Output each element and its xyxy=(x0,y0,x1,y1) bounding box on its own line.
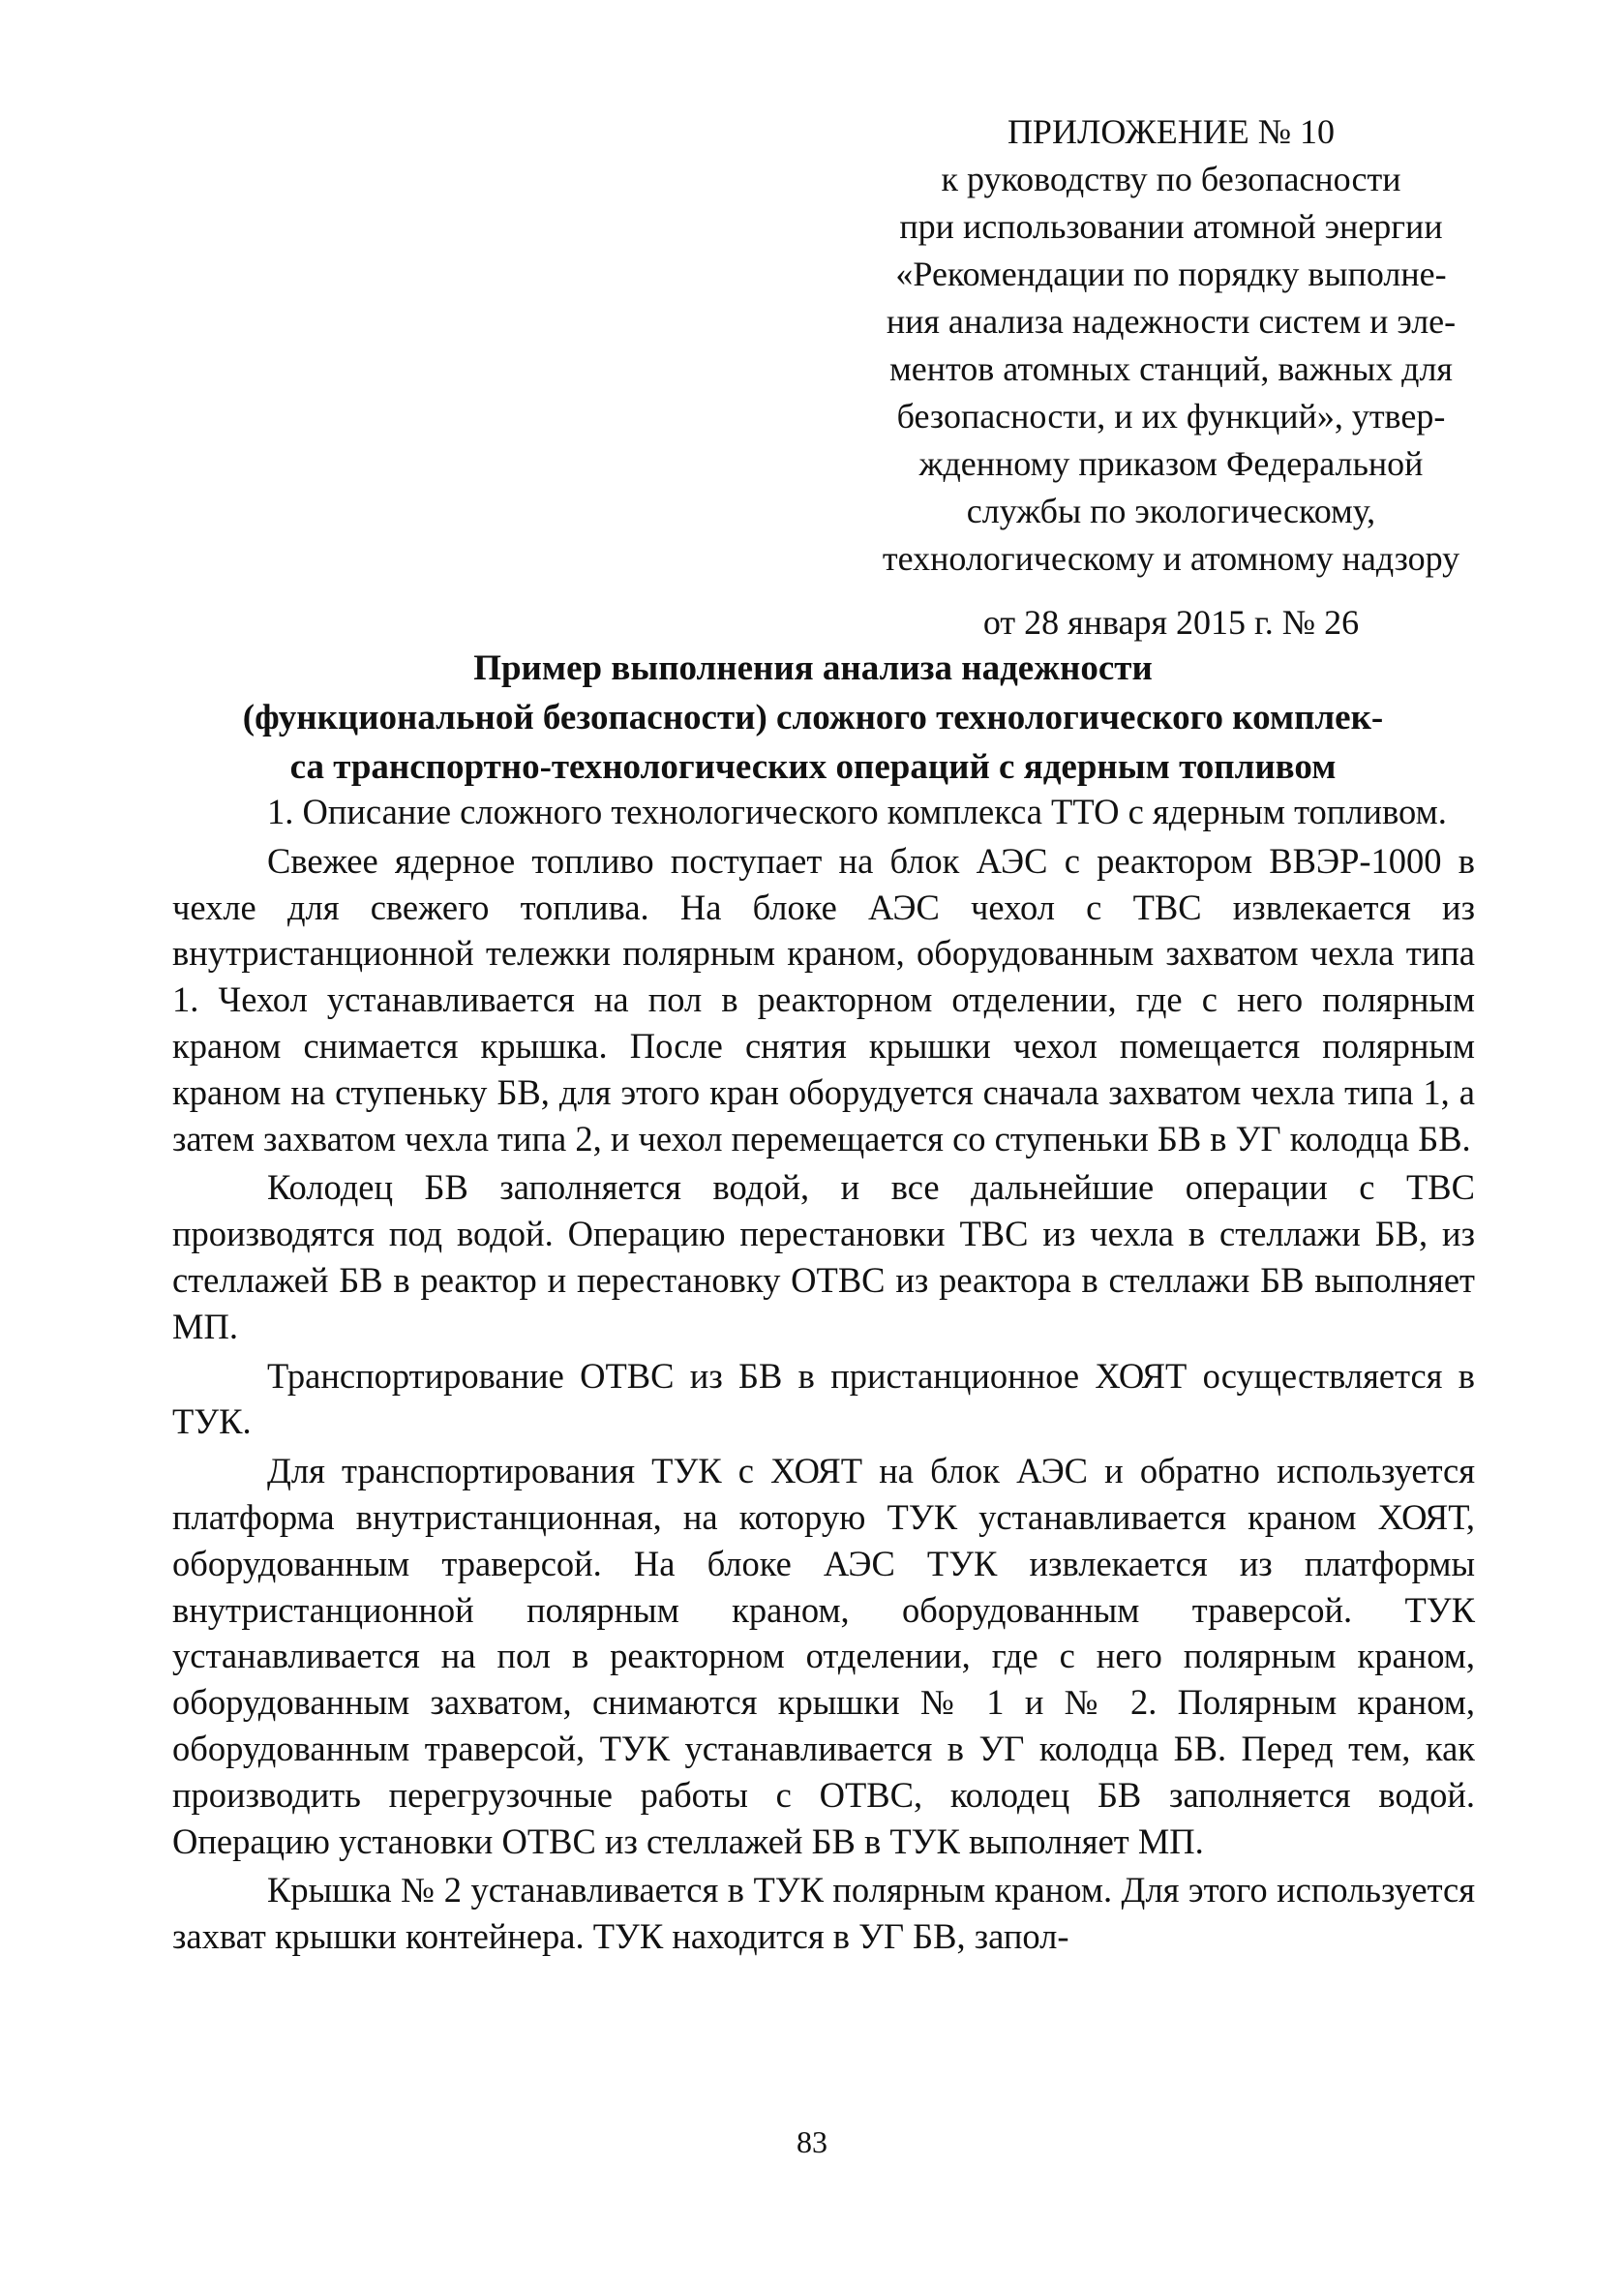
appendix-line: ментов атомных станций, важных для xyxy=(889,349,1453,388)
appendix-header xyxy=(832,108,1510,647)
appendix-line: при использовании атомной энергии xyxy=(899,207,1443,246)
title-line: са транспортно-технологических операций с ядерным топливом xyxy=(289,747,1337,787)
appendix-title: ПРИЛОЖЕНИЕ № 10 xyxy=(1007,112,1336,151)
appendix-line: ния анализа надежности систем и эле- xyxy=(886,302,1457,341)
paragraph: Колодец БВ заполняется водой, и все дальнейшие операции с ТВС производятся под водой. Операцию перестановки ТВС из чехла в стеллажи БВ, из стеллажей БВ в реактор и перестановку ОТВС из реактора в стеллажи БВ выполняет МП. xyxy=(172,1167,1475,1346)
appendix-date: от 28 января 2015 г. № 26 xyxy=(982,603,1360,642)
appendix-line: «Рекомендации по порядку выполне- xyxy=(895,255,1447,293)
page-number: 83 xyxy=(797,2124,827,2159)
body-text xyxy=(172,789,1475,1960)
paragraph: Свежее ядерное топливо поступает на блок АЭС с реактором ВВЭР-1000 в чехле для свежего топлива. На блоке АЭС чехол с ТВС извлекается из внутристанционной тележки полярным краном, оборудованным захватом чехла типа 1. Чехол устанавливается на пол в реакторном отделении, где с него полярным краном снимается крышка. После снятия крышки чехол помещается полярным краном на ступеньку БВ, для этого кран оборудуется сначала захватом чехла типа 1, а затем захватом чехла типа 2, и чехол перемещается со ступеньки БВ в УГ колодца БВ. xyxy=(172,840,1475,1159)
paragraph: 1. Описание сложного технологического комплекса ТТО с ядерным топливом. xyxy=(267,792,1447,831)
paragraph: Для транспортирования ТУК с ХОЯТ на блок АЭС и обратно используется платформа внутристанционная, на которую ТУК устанавливается краном ХОЯТ, оборудованным траверсой. На блоке АЭС ТУК извлекается из платформы внутристанционной полярным краном, оборудованным траверсой. ТУК устанавливается на пол в реакторном отделении, где с него полярным краном, оборудованным захватом, снимаются крышки № 1 и № 2. Полярным краном, оборудованным траверсой, ТУК устанавливается в УГ колодца БВ. Перед тем, как производить перегрузочные работы с ОТВС, колодец БВ заполняется водой. Операцию установки ОТВС из стеллажей БВ в ТУК выполняет МП. xyxy=(172,1451,1475,1861)
paragraph: Транспортирование ОТВС из БВ в пристанционное ХОЯТ осуществляется в ТУК. xyxy=(172,1355,1475,1442)
appendix-line: безопасности, и их функций», утвер- xyxy=(896,397,1446,436)
appendix-line: к руководству по безопасности xyxy=(941,160,1401,198)
appendix-line: службы по экологическому, xyxy=(966,492,1376,530)
paragraph: Крышка № 2 устанавливается в ТУК полярным краном. Для этого используется захват крышки контейнера. ТУК находится в УГ БВ, запол- xyxy=(172,1870,1475,1957)
appendix-line: жденному приказом Федеральной xyxy=(918,444,1424,483)
title-line: (функциональной безопасности) сложного технологического комплек- xyxy=(242,698,1384,737)
title-line: Пример выполнения анализа надежности xyxy=(473,648,1153,688)
appendix-line: технологическому и атомному надзору xyxy=(882,539,1460,578)
document-title xyxy=(116,644,1510,792)
